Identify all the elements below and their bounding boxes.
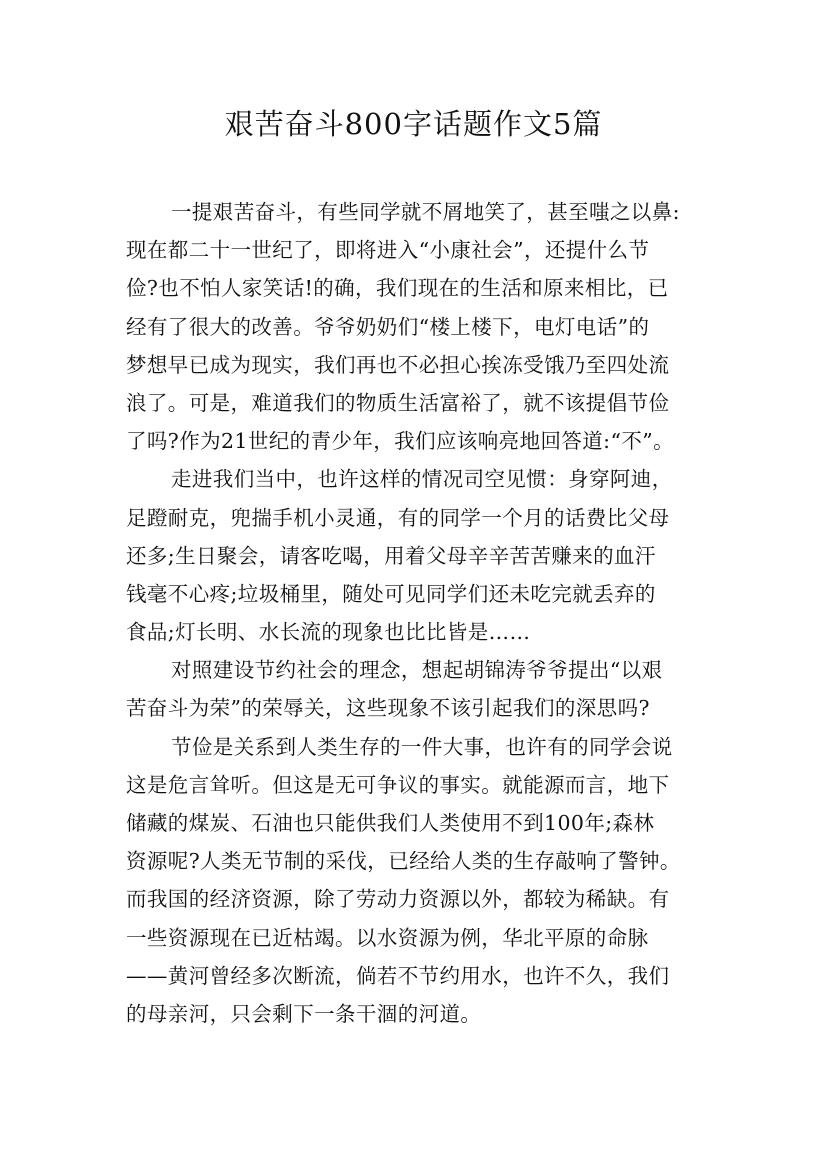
text-line: 一些资源现在已近枯竭。以水资源为例，华北平原的命脉 — [126, 925, 649, 950]
document-body — [126, 193, 711, 1033]
text-line: 资源呢?人类无节制的采伐，已经给人类的生存敲响了警钟。 — [126, 849, 681, 874]
text-line: 走进我们当中，也许这样的情况司空见惯：身穿阿迪， — [171, 467, 673, 492]
text-line: 现在都二十一世纪了，即将进入“小康社会”，还提什么节 — [126, 238, 650, 263]
paragraph-1 — [126, 193, 711, 460]
text-line: 的母亲河，只会剩下一条干涸的河道。 — [126, 1001, 482, 1026]
text-line: 足蹬耐克，兜揣手机小灵通，有的同学一个月的话费比父母 — [126, 505, 670, 530]
text-line: 俭?也不怕人家笑话!的确，我们现在的生活和原来相比，已 — [126, 276, 669, 301]
document-title: 艰苦奋斗800字话题作文5篇 — [224, 107, 603, 141]
paragraph-2 — [126, 460, 711, 651]
text-line: 储藏的煤炭、石油也只能供我们人类使用不到100年;森林 — [126, 811, 655, 835]
text-line: 经有了很大的改善。爷爷奶奶们“楼上楼下，电灯电话”的 — [126, 314, 650, 339]
paragraph-4 — [126, 728, 711, 1034]
text-line: 一提艰苦奋斗，有些同学就不屑地笑了，甚至嗤之以鼻: — [171, 200, 680, 224]
text-line: 苦奋斗为荣”的荣辱关，这些现象不该引起我们的深思吗? — [126, 696, 650, 721]
text-line: 节俭是关系到人类生存的一件大事，也许有的同学会说 — [171, 734, 673, 759]
text-line: 还多;生日聚会，请客吃喝，用着父母辛辛苦苦赚来的血汗 — [126, 543, 656, 568]
text-line: ——黄河曾经多次断流，倘若不节约用水，也许不久，我们 — [126, 963, 670, 988]
text-line: 这是危言耸听。但这是无可争议的事实。就能源而言，地下 — [126, 772, 670, 797]
paragraph-3 — [126, 651, 711, 727]
text-line: 食品;灯长明、水长流的现象也比比皆是…… — [126, 620, 531, 645]
text-line: 而我国的经济资源，除了劳动力资源以外，都较为稀缺。有 — [126, 887, 670, 912]
text-line: 了吗?作为21世纪的青少年，我们应该响亮地回答道:“不”。 — [126, 429, 675, 454]
text-line: 对照建设节约社会的理念，想起胡锦涛爷爷提出“以艰 — [171, 658, 663, 683]
text-line: 梦想早已成为现实，我们再也不必担心挨冻受饿乃至四处流 — [126, 352, 670, 377]
text-line: 钱毫不心疼;垃圾桶里，随处可见同学们还未吃完就丢弃的 — [126, 581, 656, 606]
text-line: 浪了。可是，难道我们的物质生活富裕了，就不该提倡节俭 — [126, 390, 670, 415]
